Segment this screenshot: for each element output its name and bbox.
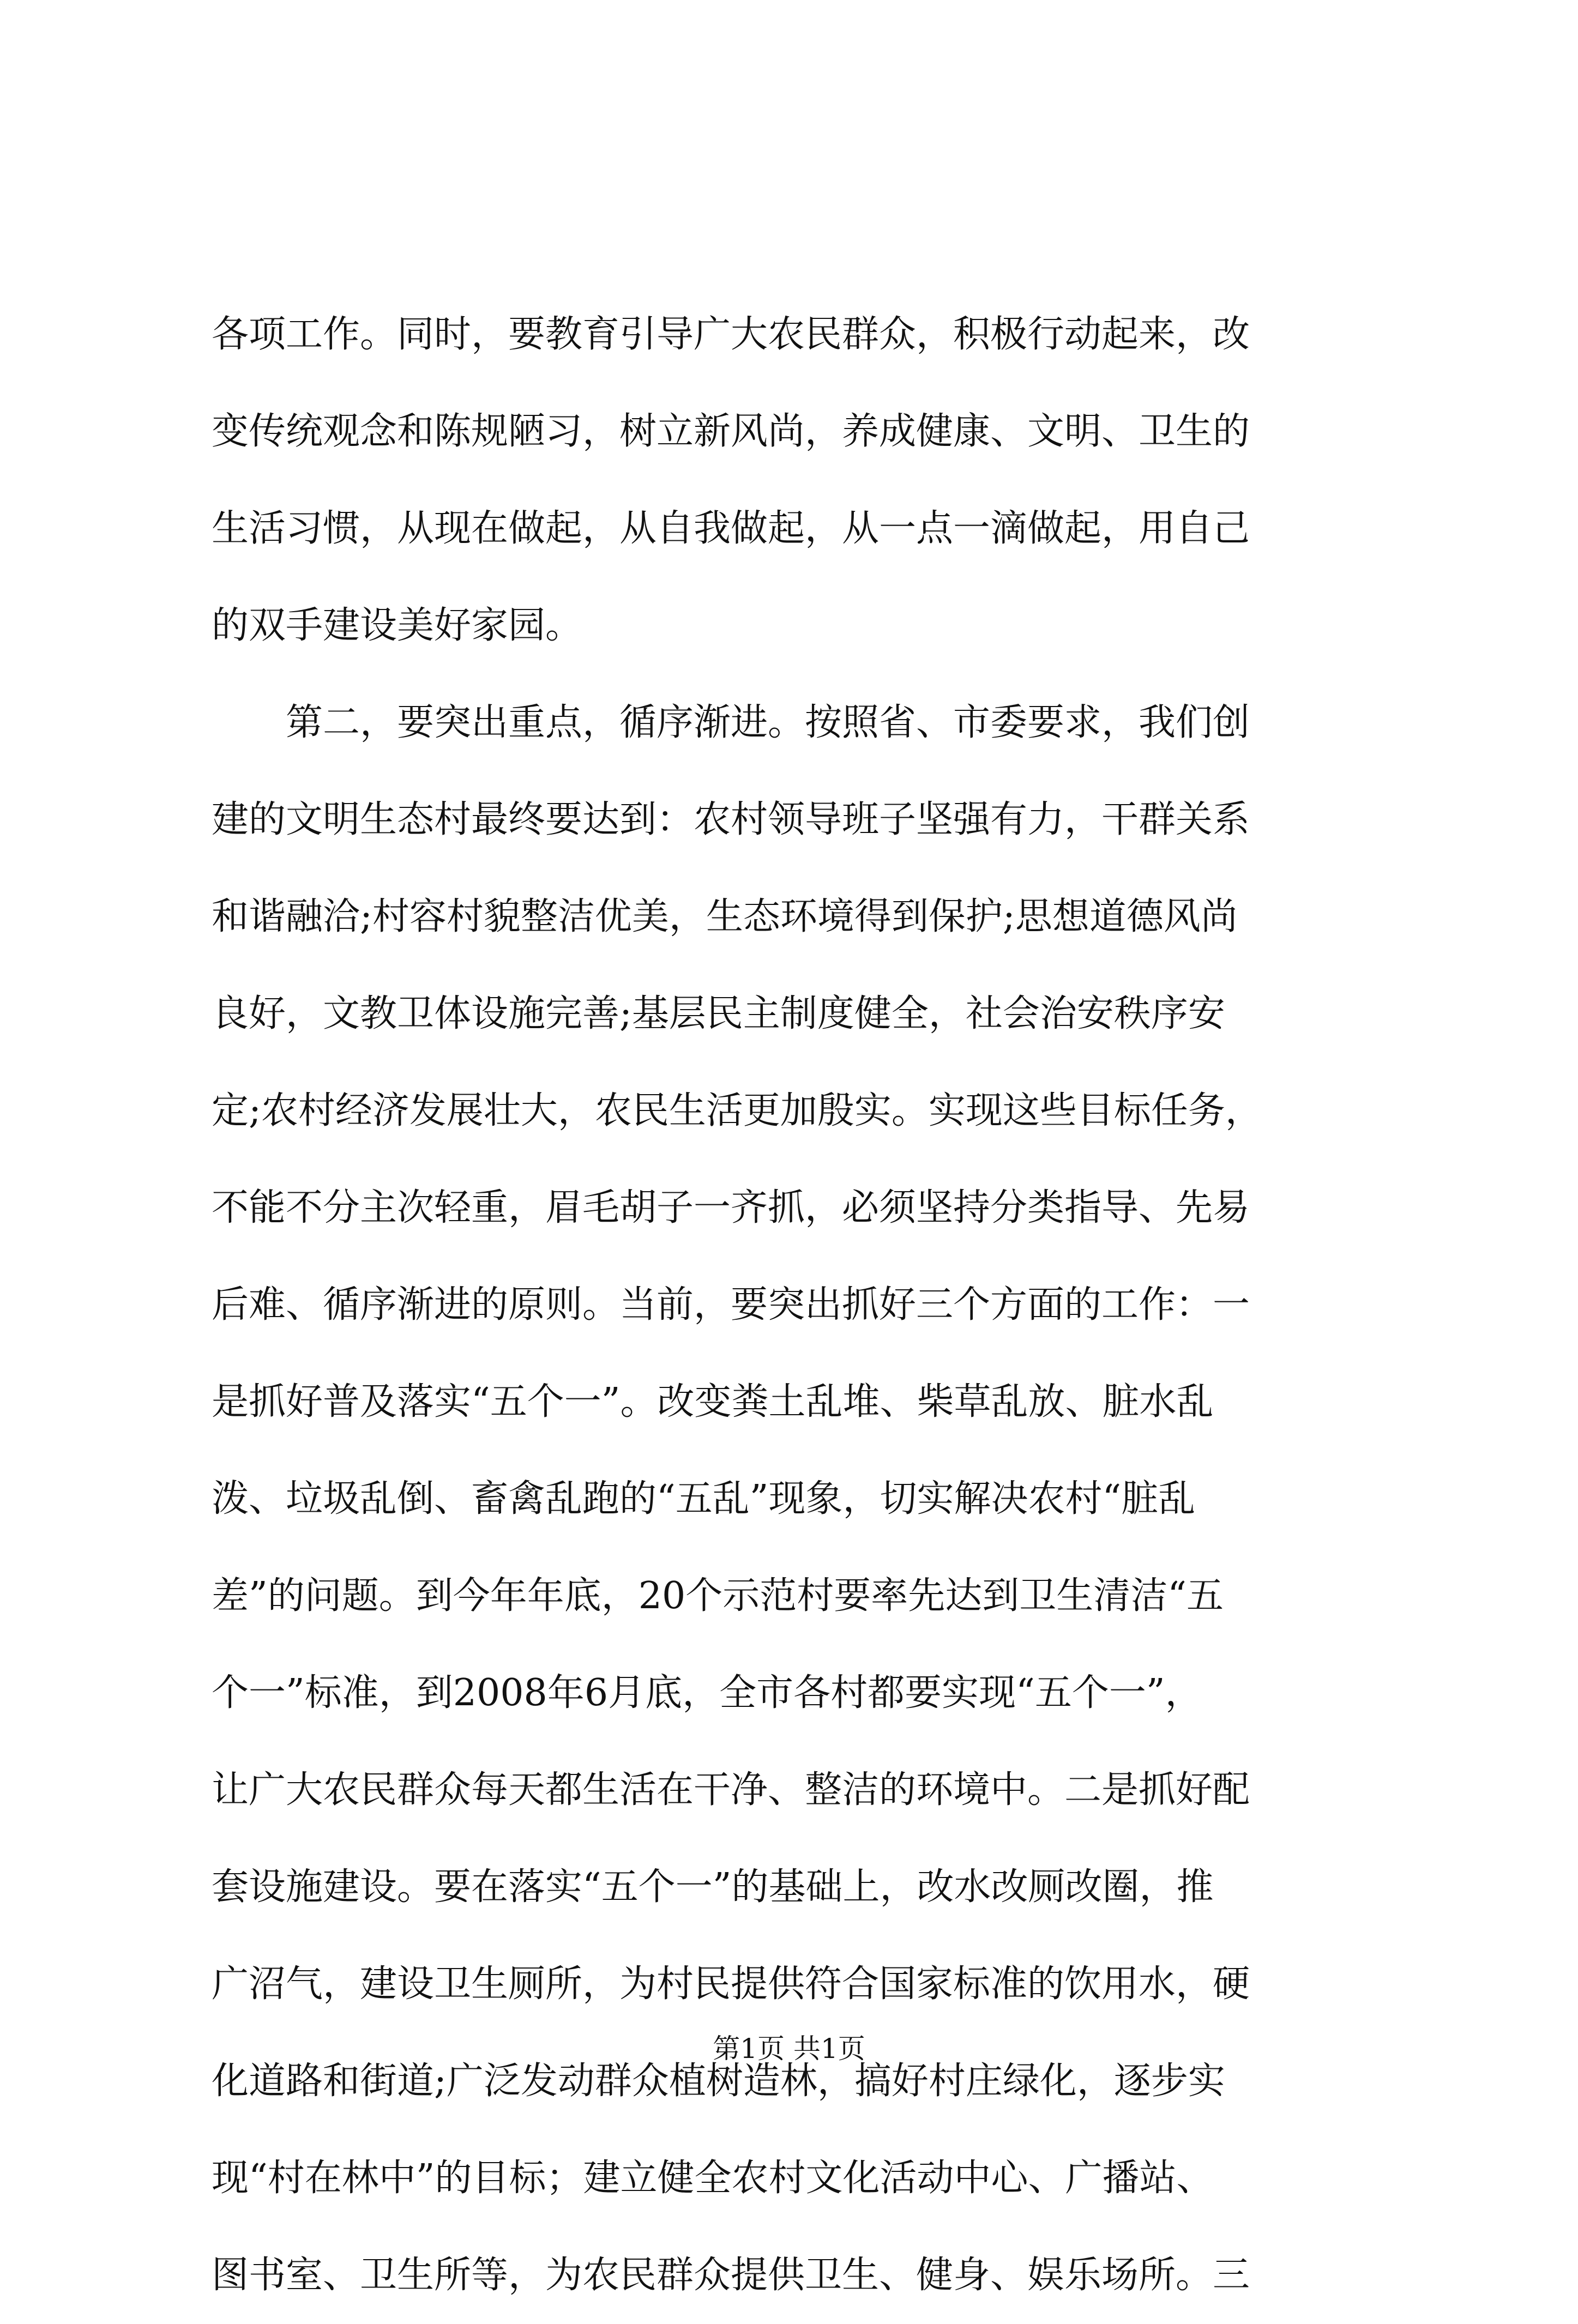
page-number-footer: 第1页 共1页 [713,2033,865,2065]
text-line: 泼、垃圾乱倒、畜禽乱跑的“五乱”现象，切实解决农村“脏乱 [212,1477,1196,1520]
text-line: 定;农村经济发展壮大，农民生活更加殷实。实现这些目标任务， [212,1089,1262,1132]
text-line: 良好，文教卫体设施完善;基层民主制度健全，社会治安秩序安 [212,992,1225,1035]
text-line: 的双手建设美好家园。 [212,604,583,647]
text-line: 变传统观念和陈规陋习，树立新风尚，养成健康、文明、卫生的 [212,410,1250,453]
text-line: 和谐融洽;村容村貌整洁优美，生态环境得到保护;思想道德风尚 [212,895,1238,938]
text-line: 第二，要突出重点，循序渐进。按照省、市委要求，我们创 [212,701,1250,744]
text-line: 套设施建设。要在落实“五个一”的基础上，改水改厕改圈，推 [212,1866,1214,1909]
text-line: 不能不分主次轻重，眉毛胡子一齐抓，必须坚持分类指导、先易 [212,1186,1250,1229]
text-line: 让广大农民群众每天都生活在干净、整洁的环境中。二是抓好配 [212,1768,1250,1812]
text-line: 现“村在林中”的目标；建立健全农村文化活动中心、广播站、 [212,2157,1214,2200]
text-line: 化道路和街道;广泛发动群众植树造林，搞好村庄绿化，逐步实 [212,2060,1225,2103]
text-line: 图书室、卫生所等，为农民群众提供卫生、健身、娱乐场所。三 [212,2254,1250,2297]
text-line: 后难、循序渐进的原则。当前，要突出抓好三个方面的工作：一 [212,1283,1250,1326]
text-line: 生活习惯，从现在做起，从自我做起，从一点一滴做起，用自己 [212,507,1250,550]
text-line: 个一”标准，到2008年6月底，全市各村都要实现“五个一”， [212,1671,1202,1715]
text-line: 广沼气，建设卫生厕所，为村民提供符合国家标准的饮用水，硬 [212,1963,1250,2006]
document-body [212,286,1366,2324]
text-line: 差”的问题。到今年年底，20个示范村要率先达到卫生清洁“五 [212,1574,1224,1617]
text-line: 是抓好普及落实“五个一”。改变粪土乱堆、柴草乱放、脏水乱 [212,1380,1214,1423]
text-line: 建的文明生态村最终要达到：农村领导班子坚强有力，干群关系 [212,798,1250,841]
text-line: 各项工作。同时，要教育引导广大农民群众，积极行动起来，改 [212,313,1250,356]
